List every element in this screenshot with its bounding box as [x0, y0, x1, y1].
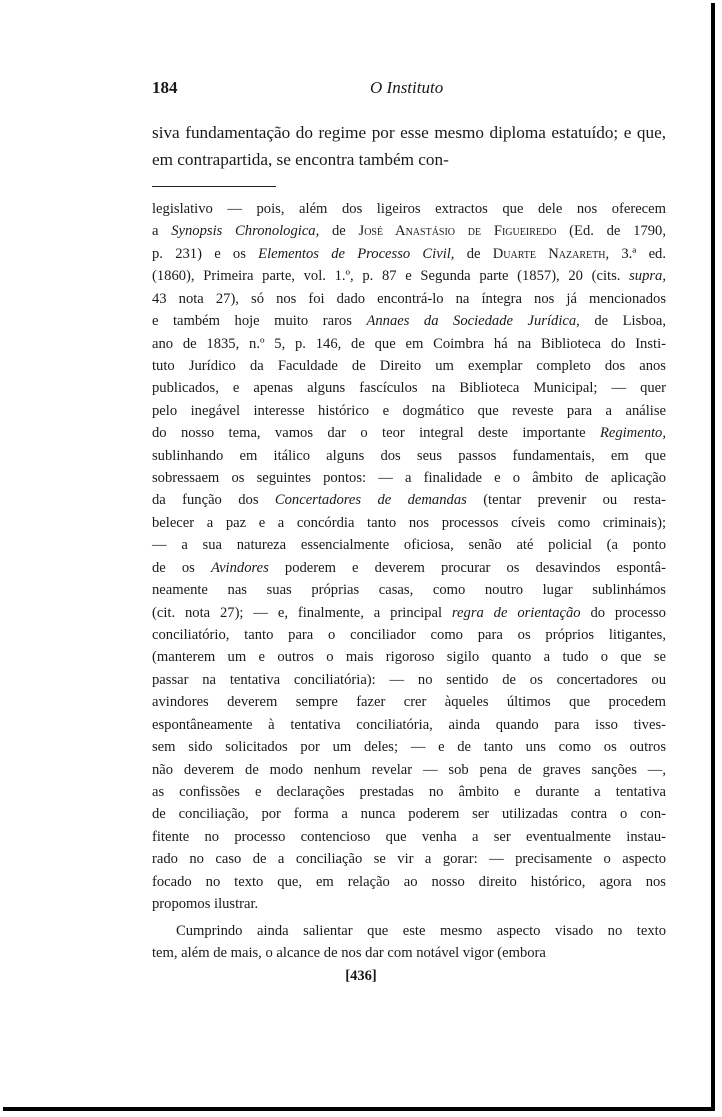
footnote-line — [152, 624, 666, 646]
text-run: do nosso tema, vamos dar o teor integral deste importante — [152, 425, 600, 442]
text-run: Cumprindo ainda salientar que este mesmo aspecto visado no texto — [176, 922, 666, 939]
text-run: p. 231) e os — [152, 245, 259, 262]
italic-text: Elementos de Processo Civil, — [258, 245, 455, 262]
text-run: publicados, e apenas alguns fascículos na Biblioteca Municipal; — quer — [152, 380, 666, 397]
text-run: (tentar prevenir ou resta- — [466, 492, 667, 509]
footnote-line — [152, 803, 666, 825]
text-run: da função dos — [152, 492, 275, 509]
text-run: poderem e deverem procurar os desavindos espontâ- — [268, 559, 666, 576]
text-run: de — [454, 245, 493, 262]
text-run: de conciliação, por forma a nunca poderem ser utilizadas contra o con- — [152, 806, 666, 823]
text-run: belecer a paz e a concórdia tanto nos processos cíveis como criminais); — [152, 514, 666, 531]
text-run: (Ed. de 1790, — [556, 223, 666, 240]
text-run: , 3.ª ed. — [605, 245, 666, 262]
text-run: tuto Jurídico da Faculdade de Direito um exemplar completo dos anos — [152, 357, 666, 374]
folio-number: [436] — [345, 968, 377, 984]
footnote-line — [152, 826, 666, 848]
page-number: 184 — [152, 78, 178, 97]
footnote — [152, 198, 666, 964]
footnote-line — [152, 893, 666, 915]
footnote-line — [152, 848, 666, 870]
text-run: ano de 1835, n.º 5, p. 146, de que em Coimbra há na Biblioteca do Insti- — [152, 335, 666, 352]
footnote-line — [152, 243, 666, 265]
main-text-paragraph: siva fundamentação do regime por esse mesmo diploma estatuído; e que, em contrapartida, se encontra também con- — [152, 123, 666, 169]
small-caps-name: Duarte Nazareth — [492, 245, 606, 262]
footnote-line — [152, 512, 666, 534]
text-run: e também hoje muito raros — [152, 313, 367, 330]
footnote-line — [152, 422, 666, 444]
running-title: O Instituto — [370, 78, 444, 97]
text-run: não deverem de modo nenhum revelar — sob pena de graves sanções —, — [152, 761, 666, 778]
text-run: espontâneamente à tentativa conciliatória, ainda quando para isso tives- — [152, 716, 666, 733]
footnote-separator — [152, 186, 276, 187]
text-run: conciliatório, tanto para o conciliador como para os próprios litigantes, — [152, 627, 666, 644]
main-text — [152, 120, 666, 173]
footnote-line — [152, 377, 666, 399]
footnote-line — [152, 920, 666, 942]
text-run: do processo — [580, 604, 666, 621]
text-run: de — [319, 223, 359, 240]
text-run: neamente nas suas próprias casas, como noutro lugar sublinhámos — [152, 582, 666, 599]
footnote-line — [152, 198, 666, 220]
text-run: legislativo — pois, além dos ligeiros extractos que dele nos oferecem — [152, 201, 666, 217]
text-run: avindores deverem sempre fazer crer àqueles últimos que procedem — [152, 694, 666, 711]
text-run: as confissões e declarações prestadas no âmbito e durante a tentativa — [152, 783, 666, 800]
footnote-line — [152, 557, 666, 579]
text-run: (1860), Primeira parte, vol. 1.º, p. 87 e Segunda parte (1857), 20 (cits. — [152, 268, 630, 285]
footnote-line — [152, 489, 666, 511]
text-run: focado no texto que, em relação ao nosso direito histórico, agora nos — [152, 873, 666, 890]
italic-text: supra, — [629, 268, 666, 285]
footnote-line — [152, 534, 666, 556]
footnote-line — [152, 602, 666, 624]
italic-text: regra de orientação — [451, 604, 581, 621]
footnote-line — [152, 579, 666, 601]
text-run: — a sua natureza essencialmente oficiosa, senão até policial (a ponto — [152, 537, 666, 554]
footnote-line — [152, 669, 666, 691]
footnote-line — [152, 942, 666, 964]
text-run: (manterem um e outros o mais rigoroso sigilo quanto a tudo o que se — [152, 649, 666, 666]
footnote-line — [152, 220, 666, 242]
italic-text: Annaes da Sociedade Jurídica, — [366, 313, 580, 330]
text-run: sobressaem os seguintes pontos: — a finalidade e o âmbito de aplicação — [152, 470, 666, 487]
text-run: (cit. nota 27); — e, finalmente, a principal — [152, 604, 452, 621]
text-run: a — [152, 223, 172, 240]
footnote-line — [152, 871, 666, 893]
footnote-line — [152, 333, 666, 355]
text-run: sublinhando em itálico alguns dos seus passos fundamentais, em que — [152, 447, 666, 464]
footnote-line — [152, 781, 666, 803]
text-run: 43 nota 27), só nos foi dado encontrá-lo na íntegra nos já mencionados — [152, 290, 666, 307]
footnote-line — [152, 646, 666, 668]
text-run: sem sido solicitados por um deles; — e de tanto uns como os outros — [152, 739, 666, 756]
footnote-line — [152, 691, 666, 713]
text-run: pelo inegável interesse histórico e dogmático que reveste para a análise — [152, 402, 666, 419]
page-header — [152, 78, 667, 102]
footnote-line — [152, 736, 666, 758]
footnote-line — [152, 310, 666, 332]
footnote-line — [152, 467, 666, 489]
footnote-line — [152, 288, 666, 310]
italic-text: Synopsis Chronologica, — [171, 223, 320, 240]
italic-text: Avindores — [210, 559, 269, 576]
text-run: tem, além de mais, o alcance de nos dar com notável vigor (embora — [152, 944, 546, 961]
italic-text: Regimento, — [599, 425, 666, 442]
footnote-line — [152, 759, 666, 781]
footnote-line — [152, 400, 666, 422]
footnote-line — [152, 445, 666, 467]
italic-text: Concertadores de demandas — [274, 492, 467, 509]
text-run: passar na tentativa conciliatória): — no sentido de os concertadores ou — [152, 671, 666, 688]
text-run: de os — [152, 559, 211, 576]
footnote-line — [152, 714, 666, 736]
text-run: fitente no processo contencioso que venha a ser eventualmente instau- — [152, 828, 666, 845]
text-run: rado no caso de a conciliação se vir a gorar: — precisamente o aspecto — [152, 851, 666, 868]
footnote-line — [152, 265, 666, 287]
text-run: de Lisboa, — [579, 313, 666, 330]
footnote-line — [152, 355, 666, 377]
text-run: propomos ilustrar. — [152, 896, 259, 913]
small-caps-name: José Anastásio de Figueiredo — [358, 223, 557, 240]
